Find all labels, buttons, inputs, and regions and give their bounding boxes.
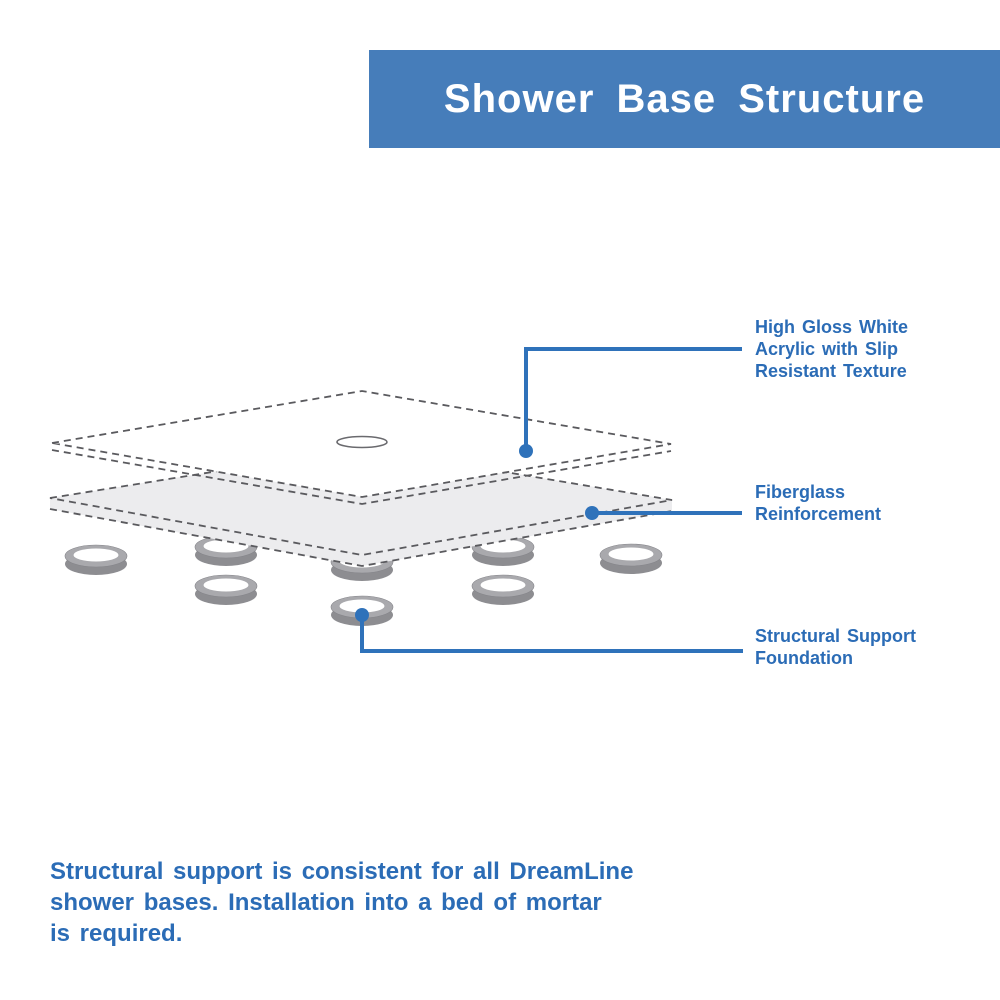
support-ring-icon [65,545,127,575]
label-line: Fiberglass [755,482,846,502]
footer-line: is required. [50,920,183,947]
support-ring-icon [472,575,534,605]
callout-line-foundation [362,615,743,651]
callout-label-foundation [755,625,916,669]
support-ring-icon [600,544,662,574]
label-line: Reinforcement [755,504,882,524]
label-line: Acrylic with Slip [755,339,899,359]
callout-dot-foundation [355,608,369,622]
footer-note [50,856,633,949]
drain-hole [337,437,387,448]
footer-line: Structural support is consistent for all DreamLine [50,858,634,885]
callout-dot-acrylic [519,444,533,458]
label-line: Structural Support [755,626,917,646]
label-line: Resistant Texture [755,361,907,381]
support-ring-icon [195,575,257,605]
callout-label-acrylic [755,316,908,382]
label-line: High Gloss White [755,317,909,337]
callout-dot-fiberglass [585,506,599,520]
label-line: Foundation [755,648,853,668]
page-title: Shower Base Structure [443,76,926,121]
footer-line: shower bases. Installation into a bed of mortar [50,889,602,916]
callout-label-fiberglass [755,481,881,525]
